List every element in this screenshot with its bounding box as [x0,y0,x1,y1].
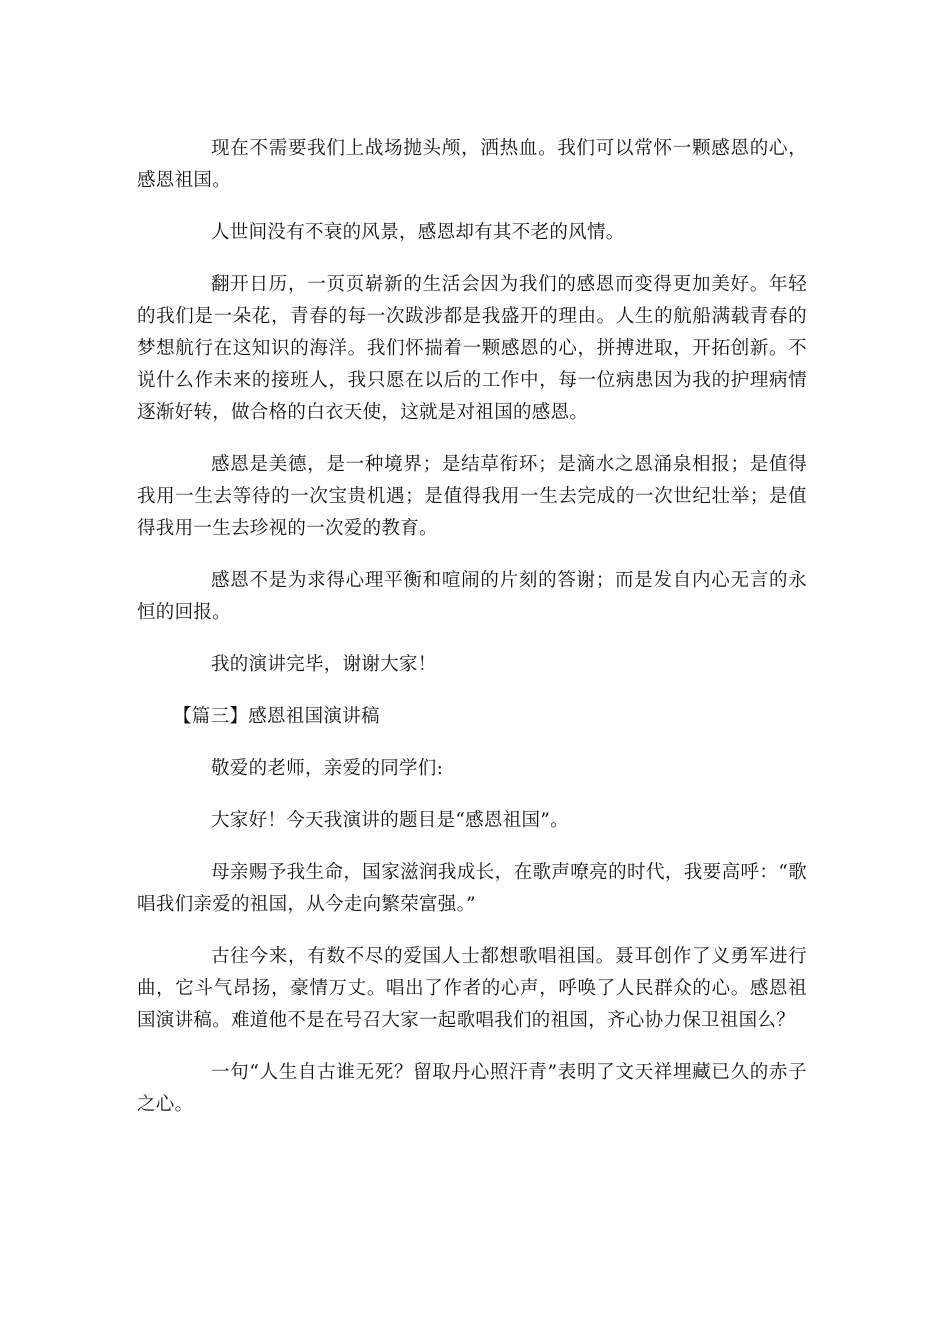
paragraph: 现在不需要我们上战场抛头颅，洒热血。我们可以常怀一颗感恩的心，感恩祖国。 [137,138,807,191]
document-body [137,133,807,1141]
paragraph: 翻开日历，一页页崭新的生活会因为我们的感恩而变得更加美好。年轻的我们是一朵花，青春的每一次跋涉都是我盛开的理由。人生的航船满载青春的梦想航行在这知识的海洋。我们怀揣着一颗感恩的心，拼搏进取，开拓创新。不说什么作未来的接班人，我只愿在以后的工作中，每一位病患因为我的护理病情逐渐好转，做合格的白衣天使，这就是对祖国的感恩。 [137,274,807,423]
paragraph: 古往今来，有数不尽的爱国人士都想歌唱祖国。聂耳创作了义勇军进行曲，它斗气昂扬，豪情万丈。唱出了作者的心声，呼唤了人民群众的心。感恩祖国演讲稿。难道他不是在号召大家一起歌唱我们的祖国，齐心协力保卫祖国么？ [137,946,807,1031]
paragraph: 大家好！今天我演讲的题目是“感恩祖国”。 [211,810,569,831]
salutation: 敬爱的老师，亲爱的同学们: [211,758,444,779]
paragraph: 母亲赐予我生命，国家滋润我成长，在歌声嘹亮的时代，我要高呼：“歌唱我们亲爱的祖国，从今走向繁荣富强。” [137,862,807,915]
paragraph: 一句“人生自古谁无死？留取丹心照汗青”表明了文天祥埋藏已久的赤子之心。 [137,1062,807,1115]
paragraph: 感恩是美德，是一种境界；是结草衔环；是滴水之恩涌泉相报；是值得我用一生去等待的一次宝贵机遇；是值得我用一生去完成的一次世纪壮举；是值得我用一生去珍视的一次爱的教育。 [137,454,807,539]
paragraph: 我的演讲完毕，谢谢大家！ [211,654,437,675]
paragraph: 感恩不是为求得心理平衡和喧闹的片刻的答谢；而是发自内心无言的永恒的回报。 [137,570,807,623]
paragraph: 人世间没有不衰的风景，感恩却有其不老的风情。 [211,222,625,243]
section-heading: 【篇三】感恩祖国演讲稿 [173,706,380,727]
